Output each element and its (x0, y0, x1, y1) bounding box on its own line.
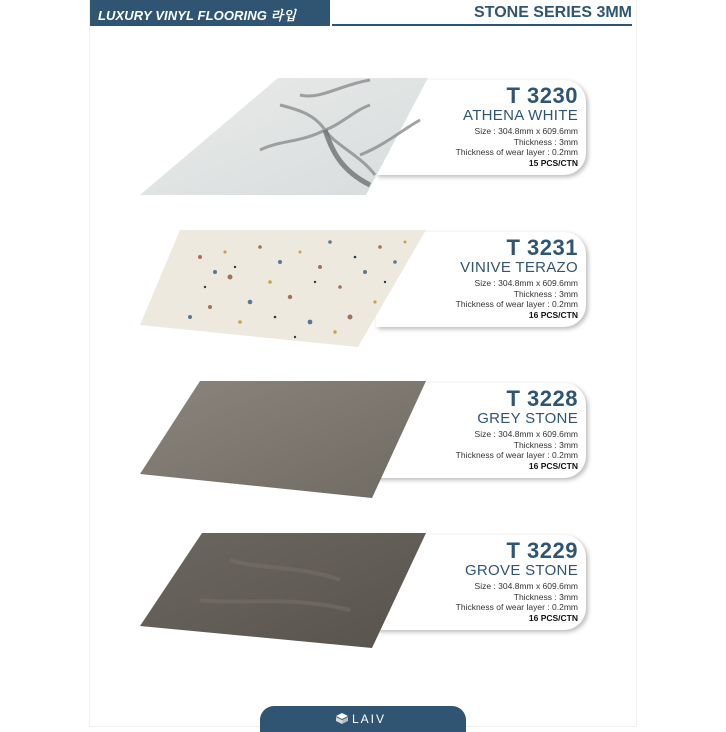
spec-thickness: Thickness : 3mm (513, 591, 578, 602)
product-card-t3229 (140, 530, 600, 660)
product-specs (456, 126, 578, 168)
product-card-t3228 (140, 378, 600, 508)
spec-wear-layer: Thickness of wear layer : 0.2mm (455, 299, 578, 309)
spec-pcs: 16 PCS/CTN (528, 460, 578, 471)
product-name: GROVE STONE (464, 562, 578, 579)
product-specs (456, 278, 578, 320)
product-card-t3230 (140, 75, 600, 205)
spec-size: Size : 304.8mm x 609.6mm (474, 278, 578, 288)
spec-size: Size : 304.8mm x 609.6mm (474, 581, 578, 591)
spec-wear-layer: Thickness of wear layer : 0.2mm (455, 147, 578, 157)
spec-size: Size : 304.8mm x 609.6mm (474, 126, 578, 136)
series-title: STONE SERIES 3MM (474, 4, 632, 21)
spec-thickness: Thickness : 3mm (513, 136, 578, 147)
product-info (456, 237, 578, 320)
spec-pcs: 16 PCS/CTN (528, 612, 578, 623)
product-card-t3231 (140, 227, 600, 357)
product-name: VINIVE TERAZO (460, 259, 578, 276)
product-name: GREY STONE (477, 410, 578, 427)
svg-text:LAIV: LAIV (352, 712, 387, 726)
product-code: T 3230 (506, 83, 578, 108)
product-specs (456, 581, 578, 623)
spec-thickness: Thickness : 3mm (513, 288, 578, 299)
product-code: T 3229 (506, 538, 578, 563)
grove-stone-tile-image (140, 530, 440, 655)
product-info (456, 540, 578, 623)
product-info (456, 388, 578, 471)
spec-thickness: Thickness : 3mm (513, 439, 578, 450)
grey-stone-tile-image (140, 378, 440, 503)
spec-pcs: 16 PCS/CTN (528, 309, 578, 320)
spec-wear-layer: Thickness of wear layer : 0.2mm (455, 450, 578, 460)
athena-white-tile-image (140, 75, 440, 200)
product-info (456, 85, 578, 168)
footer-brand-bar (260, 706, 466, 732)
header-banner (90, 0, 330, 26)
vinive-terazo-tile-image (140, 227, 440, 352)
header-left-title: LUXURY VINYL FLOORING 라입 (98, 8, 296, 23)
spec-wear-layer: Thickness of wear layer : 0.2mm (455, 602, 578, 612)
spec-pcs: 15 PCS/CTN (528, 157, 578, 168)
brand-logo-icon (334, 710, 394, 726)
product-name: ATHENA WHITE (463, 107, 578, 124)
header-divider (332, 24, 632, 26)
spec-size: Size : 304.8mm x 609.6mm (474, 429, 578, 439)
product-code: T 3228 (506, 386, 578, 411)
product-code: T 3231 (506, 235, 578, 260)
product-specs (456, 429, 578, 471)
